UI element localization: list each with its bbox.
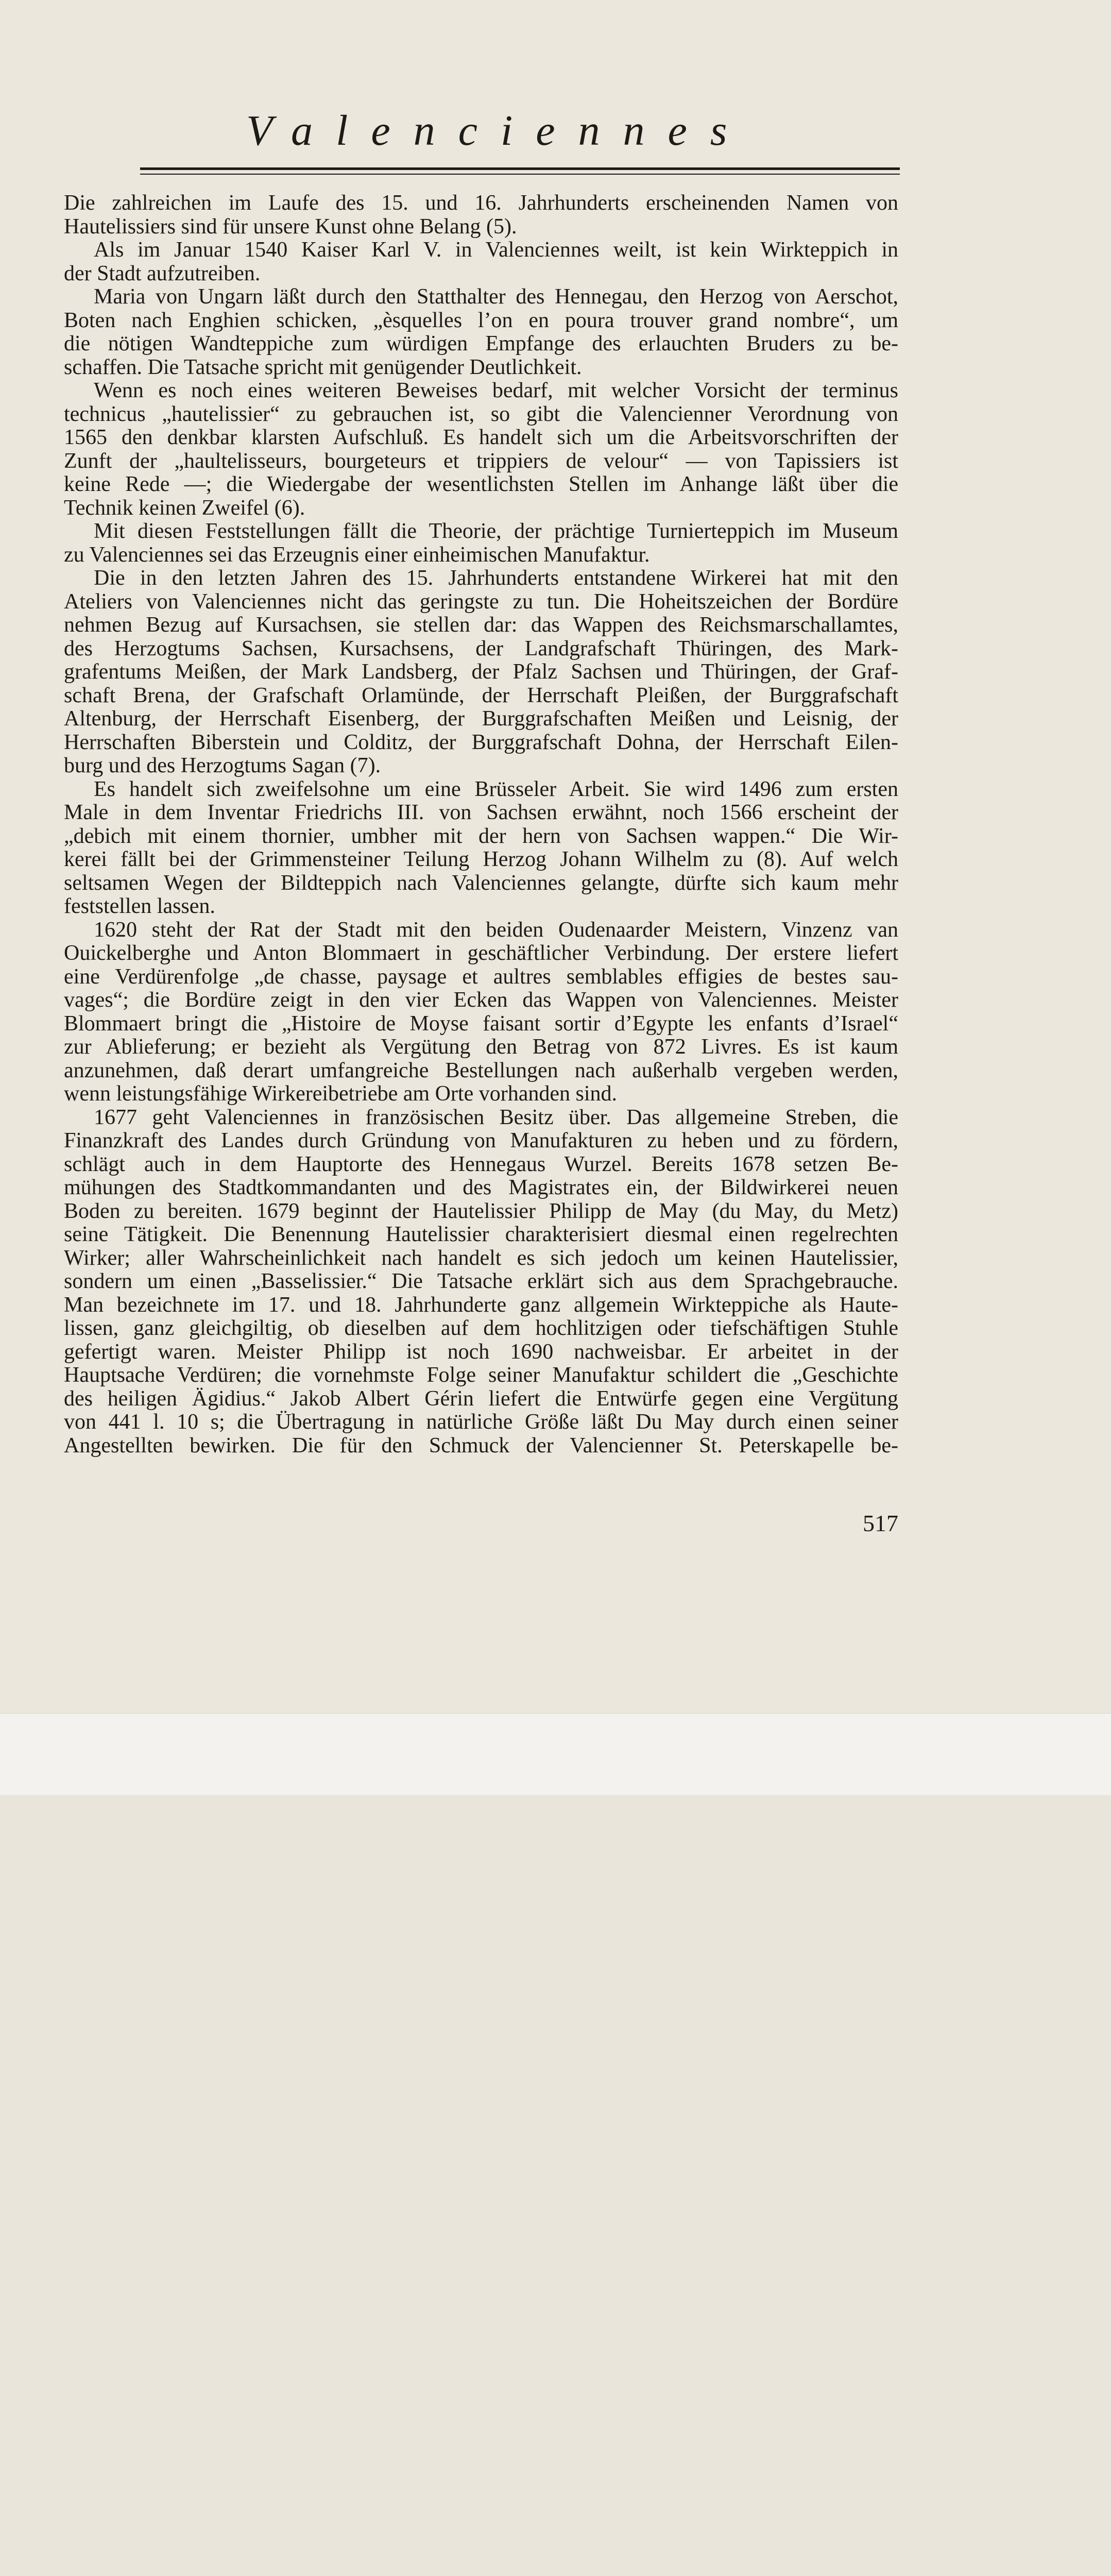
text-line: 1565 den denkbar klarsten Aufschluß. Es handelt sich um die Arbeitsvorschriften der [64, 426, 898, 449]
text-line: von 441 l. 10 s; die Übertragung in natürliche Größe läßt Du May durch einen seiner [64, 1411, 898, 1434]
text-line: kerei fällt bei der Grimmensteiner Teilung Herzog Johann Wilhelm zu (8). Auf welch [64, 848, 898, 871]
text-line: des heiligen Ägidius.“ Jakob Albert Gérin liefert die Entwürfe gegen eine Vergütung [64, 1387, 898, 1411]
text-line: Maria von Ungarn läßt durch den Statthalter des Hennegau, den Herzog von Aerschot, [94, 285, 898, 309]
text-line: Die in den letzten Jahren des 15. Jahrhunderts entstandene Wirkerei hat mit den [94, 567, 898, 590]
text-line: Es handelt sich zweifelsohne um eine Brüsseler Arbeit. Sie wird 1496 zum ersten [94, 777, 898, 801]
text-line: Ateliers von Valenciennes nicht das geringste zu tun. Die Hoheitszeichen der Bordüre [64, 590, 898, 614]
text-line: 1620 steht der Rat der Stadt mit den beiden Oudenaarder Meistern, Vinzenz van [94, 918, 898, 942]
text-line: schlägt auch in dem Hauptorte des Hennegaus Wurzel. Bereits 1678 setzen Be- [64, 1153, 898, 1176]
text-line: Wenn es noch eines weiteren Beweises bedarf, mit welcher Vorsicht der terminus [94, 379, 898, 402]
text-line: seine Tätigkeit. Die Benennung Hautelissier charakterisiert diesmal einen regelrechten [64, 1223, 898, 1246]
text-line: Mit diesen Feststellungen fällt die Theorie, der prächtige Turnierteppich im Museum [94, 520, 898, 543]
text-line: Herrschaften Biberstein und Colditz, der Burggrafschaft Dohna, der Herrschaft Eilen- [64, 731, 898, 754]
text-line: gefertigt waren. Meister Philipp ist noch 1690 nachweisbar. Er arbeitet in der [64, 1340, 898, 1364]
text-line: Boten nach Enghien schicken, „èsquelles l’on en poura trouver grand nombre“, um [64, 309, 898, 332]
title-rule-thin [140, 174, 900, 175]
title-rule-thick [140, 167, 900, 170]
text-line: seltsamen Wegen der Bildteppich nach Valenciennes gelangte, dürfte sich kaum mehr [64, 871, 898, 895]
text-line: Blommaert bringt die „Histoire de Moyse faisant sortir d’Egypte les enfants d’Israel“ [64, 1012, 898, 1036]
viewer-footer [0, 1713, 1111, 1795]
text-line: wenn leistungsfähige Wirkereibetriebe am Orte vorhanden sind. [64, 1082, 618, 1106]
text-line: Altenburg, der Herrschaft Eisenberg, der Burggrafschaften Meißen und Leisnig, der [64, 707, 898, 731]
page-title: Valenciennes [246, 107, 750, 155]
text-line: grafentums Meißen, der Mark Landsberg, der Pfalz Sachsen und Thüringen, der Graf- [64, 660, 898, 684]
text-line: Ouickelberghe und Anton Blommaert in geschäftlicher Verbindung. Der erstere liefert [64, 942, 898, 965]
text-line: Boden zu bereiten. 1679 beginnt der Hautelissier Philipp de May (du May, du Metz) [64, 1199, 898, 1223]
page-number: 517 [863, 1510, 898, 1536]
text-line: technicus „hautelissier“ zu gebrauchen ist, so gibt die Valencienner Verordnung von [64, 402, 898, 426]
text-line: Die zahlreichen im Laufe des 15. und 16. Jahrhunderts erscheinenden Namen von [64, 192, 898, 215]
text-line: schaft Brena, der Grafschaft Orlamünde, der Herrschaft Pleißen, der Burggrafschaft [64, 684, 898, 707]
text-line: Finanzkraft des Landes durch Gründung von Manufakturen zu heben und zu fördern, [64, 1129, 898, 1153]
body-text [64, 192, 898, 1458]
text-line: 1677 geht Valenciennes in französischen Besitz über. Das allgemeine Streben, die [94, 1106, 898, 1129]
text-line: die nötigen Wandteppiche zum würdigen Empfange des erlauchten Bruders zu be- [64, 332, 898, 355]
text-line: Als im Januar 1540 Kaiser Karl V. in Valenciennes weilt, ist kein Wirkteppich in [94, 239, 898, 262]
text-line: Hautelissiers sind für unsere Kunst ohne Belang (5). [64, 215, 517, 239]
text-line: Hauptsache Verdüren; die vornehmste Folge seiner Manufaktur schildert die „Geschichte [64, 1364, 898, 1387]
text-line: Wirker; aller Wahrscheinlichkeit nach handelt es sich jedoch um keinen Hautelissier, [64, 1246, 898, 1270]
text-line: nehmen Bezug auf Kursachsen, sie stellen dar: das Wappen des Reichsmarschallamtes, [64, 614, 898, 637]
text-line: Zunft der „haultelisseurs, bourgeteurs et trippiers de velour“ — von Tapissiers ist [64, 449, 898, 473]
text-line: zu Valenciennes sei das Erzeugnis einer einheimischen Manufaktur. [64, 543, 650, 567]
text-line: vages“; die Bordüre zeigt in den vier Ecken das Wappen von Valenciennes. Meister [64, 989, 898, 1012]
text-line: Angestellten bewirken. Die für den Schmuck der Valencienner St. Peterskapelle be- [64, 1434, 898, 1458]
text-line: burg und des Herzogtums Sagan (7). [64, 754, 381, 777]
text-line: der Stadt aufzutreiben. [64, 262, 261, 285]
text-line: Man bezeichnete im 17. und 18. Jahrhunderte ganz allgemein Wirkteppiche als Haute- [64, 1293, 898, 1317]
text-line: schaffen. Die Tatsache spricht mit genügender Deutlichkeit. [64, 355, 582, 379]
text-line: sondern um einen „Basselissier.“ Die Tatsache erklärt sich aus dem Sprachgebrauche. [64, 1270, 898, 1293]
text-line: anzunehmen, daß derart umfangreiche Bestellungen nach außerhalb vergeben werden, [64, 1059, 898, 1082]
text-line: keine Rede —; die Wiedergabe der wesentlichsten Stellen im Anhange läßt über die [64, 473, 898, 496]
text-line: des Herzogtums Sachsen, Kursachsens, der Landgrafschaft Thüringen, des Mark- [64, 637, 898, 660]
text-line: „debich mit einem thornier, umbher mit der hern von Sachsen wappen.“ Die Wir- [64, 824, 898, 848]
text-line: mühungen des Stadtkommandanten und des Magistrates ein, der Bildwirkerei neuen [64, 1176, 898, 1199]
text-line: eine Verdürenfolge „de chasse, paysage et aultres semblables effigies de bestes sau- [64, 965, 898, 989]
text-line: feststellen lassen. [64, 895, 215, 918]
text-line: zur Ablieferung; er bezieht als Vergütung den Betrag von 872 Livres. Es ist kaum [64, 1036, 898, 1059]
text-line: Technik keinen Zweifel (6). [64, 496, 305, 520]
text-line: Male in dem Inventar Friedrichs III. von Sachsen erwähnt, noch 1566 erscheint der [64, 801, 898, 824]
text-line: lissen, ganz gleichgiltig, ob dieselben auf dem hochlitzigen oder tiefschäftigen Stuhle [64, 1317, 898, 1340]
